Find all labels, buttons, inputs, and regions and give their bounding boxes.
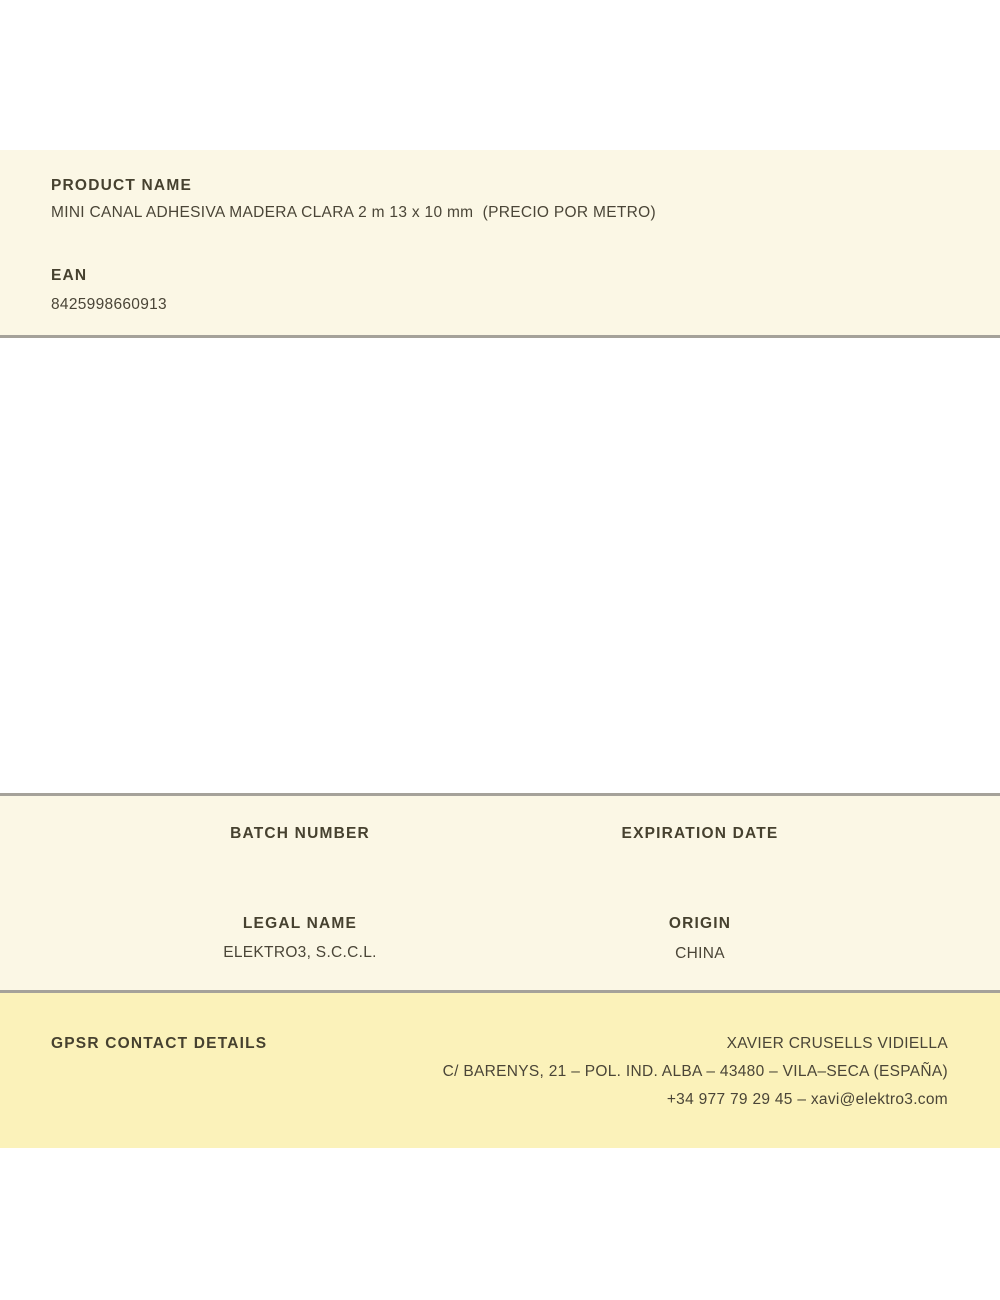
batch-number-label: BATCH NUMBER xyxy=(230,825,370,842)
gpsr-contact-heading: GPSR CONTACT DETAILS xyxy=(51,1035,268,1052)
legal-name-value: ELEKTRO3, S.C.C.L. xyxy=(223,944,377,961)
product-name-label: PRODUCT NAME xyxy=(51,177,192,194)
expiration-date-label: EXPIRATION DATE xyxy=(621,825,779,842)
gpsr-contact-address: C/ BARENYS, 21 – POL. IND. ALBA – 43480 – VILA–SECA (ESPAÑA) xyxy=(442,1063,948,1080)
origin-value: CHINA xyxy=(675,945,725,962)
gpsr-contact-phone-email: +34 977 79 29 45 – xavi@elektro3.com xyxy=(666,1091,948,1108)
product-name-value: MINI CANAL ADHESIVA MADERA CLARA 2 m 13 x 10 mm (PRECIO POR METRO) xyxy=(51,204,656,221)
origin-label: ORIGIN xyxy=(668,915,732,932)
gpsr-contact-name: XAVIER CRUSELLS VIDIELLA xyxy=(726,1035,948,1052)
ean-label: EAN xyxy=(51,267,88,284)
legal-name-label: LEGAL NAME xyxy=(242,915,358,932)
ean-value: 8425998660913 xyxy=(51,296,167,313)
